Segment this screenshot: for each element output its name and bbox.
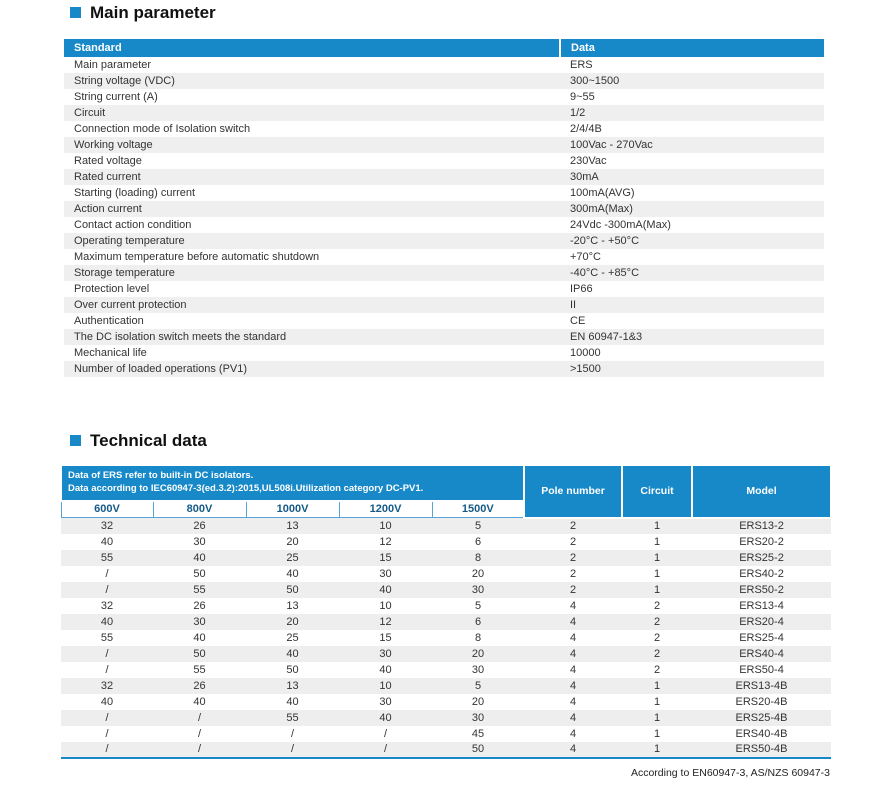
- data-cell: 9~55: [570, 91, 595, 103]
- cell-1500v: 20: [471, 647, 485, 660]
- tech-header-1200v: 1200V: [339, 501, 432, 518]
- cell-model: ERS40-4B: [735, 727, 788, 740]
- cell-model: ERS25-4: [739, 631, 784, 644]
- standard-cell: The DC isolation switch meets the standard: [74, 331, 287, 343]
- technical-data-row: [61, 694, 831, 710]
- cell-circuit: 1: [653, 727, 661, 740]
- cell-1500v: 30: [471, 583, 485, 596]
- section-bullet-icon: [70, 7, 81, 18]
- cell-circuit: 2: [653, 599, 661, 612]
- cell-1000v: 20: [286, 615, 299, 628]
- cell-1000v: 40: [286, 647, 299, 660]
- cell-model: ERS13-2: [739, 520, 784, 533]
- cell-model: ERS50-4: [739, 663, 784, 676]
- cell-pole-number: 4: [569, 663, 577, 676]
- data-cell: EN 60947-1&3: [570, 331, 643, 343]
- cell-600v: 55: [100, 551, 114, 564]
- technical-data-row: [61, 534, 831, 550]
- main-parameter-row: [64, 169, 824, 185]
- cell-model: ERS20-2: [739, 535, 784, 548]
- standard-cell: Rated current: [74, 171, 141, 183]
- technical-data-row: [61, 598, 831, 614]
- cell-model: ERS20-4: [739, 615, 784, 628]
- cell-circuit: 1: [653, 711, 661, 724]
- cell-1000v: 20: [286, 535, 299, 548]
- main-parameter-row: [64, 89, 824, 105]
- data-cell: -20°C - +50°C: [570, 235, 640, 247]
- main-parameter-row: [64, 105, 824, 121]
- tech-table-note-line2: Data according to IEC60947-3(ed.3.2):2015,UL508i.Utilization category DC-PV1.: [68, 482, 424, 494]
- cell-pole-number: 4: [524, 742, 622, 758]
- cell-800v: 55: [193, 583, 206, 596]
- cell-1000v: 55: [286, 711, 299, 724]
- standard-cell: Contact action condition: [74, 219, 192, 231]
- technical-data-row: [61, 742, 831, 758]
- cell-pole-number: 2: [569, 583, 577, 596]
- cell-1200v: 12: [379, 615, 392, 628]
- technical-data-row: [61, 710, 831, 726]
- cell-800v: 26: [193, 599, 206, 612]
- technical-data-row: [61, 518, 831, 534]
- tech-header-1500v: 1500V: [432, 501, 524, 518]
- cell-model: ERS13-4B: [735, 679, 788, 692]
- section-title-text: Main parameter: [90, 3, 216, 22]
- tech-table-note: [61, 465, 524, 501]
- data-cell: 24Vdc -300mA(Max): [570, 219, 671, 231]
- cell-model: ERS13-4: [739, 599, 784, 612]
- cell-1500v: 5: [474, 519, 482, 532]
- cell-circuit: 1: [653, 520, 661, 533]
- cell-1200v: 30: [379, 695, 392, 708]
- cell-1200v: 10: [379, 679, 392, 692]
- cell-800v: /: [197, 727, 202, 740]
- cell-1500v: 30: [471, 663, 485, 676]
- tech-header-800v: 800V: [153, 501, 246, 518]
- standard-cell: Storage temperature: [74, 267, 175, 279]
- cell-circuit: 1: [653, 679, 661, 692]
- main-table-header-standard: Standard: [64, 39, 560, 57]
- main-table-header-data: Data: [560, 39, 824, 57]
- section-title-text: Technical data: [90, 431, 207, 450]
- cell-model: ERS50-2: [739, 583, 784, 596]
- standard-cell: Working voltage: [74, 139, 153, 151]
- standard-cell: String current (A): [74, 91, 158, 103]
- cell-1500v: 5: [474, 679, 482, 692]
- main-parameter-row: [64, 265, 824, 281]
- cell-600v: /: [105, 567, 109, 580]
- main-parameter-row: [64, 57, 824, 73]
- cell-circuit: 2: [653, 663, 661, 676]
- cell-circuit: 2: [653, 615, 661, 628]
- cell-1000v: 50: [286, 583, 299, 596]
- cell-800v: 50: [193, 647, 206, 660]
- main-parameter-row: [64, 361, 824, 377]
- cell-1200v: 40: [379, 711, 392, 724]
- main-parameter-row: [64, 137, 824, 153]
- data-cell: 100mA(AVG): [570, 187, 635, 199]
- cell-600v: /: [61, 742, 153, 758]
- cell-600v: 32: [100, 519, 114, 532]
- technical-data-table: [60, 464, 832, 759]
- technical-data-row: [61, 662, 831, 678]
- cell-1200v: 15: [379, 551, 392, 564]
- standard-cell: Rated voltage: [74, 155, 142, 167]
- technical-data-row: [61, 726, 831, 742]
- cell-model: ERS50-4B: [692, 742, 831, 758]
- cell-1200v: 10: [379, 599, 392, 612]
- cell-1200v: 30: [379, 647, 392, 660]
- cell-model: ERS40-4: [739, 647, 784, 660]
- cell-600v: 55: [100, 631, 114, 644]
- cell-1000v: 13: [286, 599, 299, 612]
- main-parameter-row: [64, 281, 824, 297]
- cell-800v: /: [197, 711, 202, 724]
- tech-header-600v: 600V: [61, 501, 153, 518]
- data-cell: -40°C - +85°C: [570, 267, 640, 279]
- data-cell: II: [570, 299, 577, 311]
- cell-1500v: 8: [474, 631, 482, 644]
- cell-1500v: 30: [471, 711, 485, 724]
- technical-data-row: [61, 566, 831, 582]
- cell-1200v: 40: [379, 663, 392, 676]
- main-parameter-row: [64, 233, 824, 249]
- technical-data-row: [61, 550, 831, 566]
- standard-cell: Mechanical life: [74, 347, 147, 359]
- cell-1200v: /: [339, 742, 432, 758]
- cell-800v: 40: [193, 695, 206, 708]
- cell-600v: /: [105, 583, 109, 596]
- data-cell: 100Vac - 270Vac: [570, 139, 653, 151]
- data-cell: >1500: [570, 363, 601, 375]
- tech-header-circuit: Circuit: [622, 465, 692, 518]
- cell-600v: 32: [100, 599, 114, 612]
- cell-1200v: 40: [379, 583, 392, 596]
- cell-800v: 30: [193, 535, 206, 548]
- technical-data-row: [61, 646, 831, 662]
- data-cell: 1/2: [570, 107, 586, 119]
- standard-cell: Authentication: [74, 315, 144, 327]
- cell-1200v: 12: [379, 535, 392, 548]
- cell-800v: 40: [193, 551, 206, 564]
- cell-1000v: /: [246, 742, 339, 758]
- cell-600v: 32: [100, 679, 114, 692]
- main-parameter-row: [64, 345, 824, 361]
- cell-1000v: 50: [286, 663, 299, 676]
- data-cell: 2/4/4B: [570, 123, 602, 135]
- cell-model: ERS40-2: [739, 567, 784, 580]
- cell-circuit: 1: [653, 551, 661, 564]
- data-cell: 300~1500: [570, 75, 620, 87]
- cell-pole-number: 4: [569, 679, 577, 692]
- main-parameter-row: [64, 185, 824, 201]
- tech-table-note-row: [61, 465, 831, 501]
- cell-1200v: 30: [379, 567, 392, 580]
- cell-1500v: 5: [474, 599, 482, 612]
- cell-model: ERS20-4B: [735, 695, 788, 708]
- cell-600v: /: [105, 711, 109, 724]
- standard-cell: Number of loaded operations (PV1): [74, 363, 248, 375]
- main-table-header-row: [64, 39, 824, 57]
- tech-header-model: Model: [692, 465, 831, 518]
- section-title-main-parameter: [70, 3, 884, 23]
- cell-600v: /: [105, 663, 109, 676]
- standard-cell: Main parameter: [74, 59, 152, 71]
- main-parameter-row: [64, 297, 824, 313]
- data-cell: 10000: [570, 347, 601, 359]
- standard-cell: String voltage (VDC): [74, 75, 175, 87]
- cell-circuit: 2: [653, 631, 661, 644]
- standard-cell: Operating temperature: [74, 235, 185, 247]
- cell-circuit: 2: [653, 647, 661, 660]
- cell-1000v: 25: [286, 631, 299, 644]
- cell-model: ERS25-4B: [735, 711, 788, 724]
- technical-data-row: [61, 678, 831, 694]
- data-cell: CE: [570, 315, 586, 327]
- data-cell: 230Vac: [570, 155, 607, 167]
- technical-data-row: [61, 614, 831, 630]
- cell-circuit: 1: [622, 742, 692, 758]
- standards-footnote: According to EN60947-3, AS/NZS 60947-3: [630, 766, 830, 779]
- tech-header-1000v: 1000V: [246, 501, 339, 518]
- cell-800v: 26: [193, 679, 206, 692]
- main-parameter-row: [64, 73, 824, 89]
- tech-header-pole-number: Pole number: [524, 465, 622, 518]
- cell-1000v: 13: [286, 519, 299, 532]
- cell-800v: 30: [193, 615, 206, 628]
- cell-1200v: 10: [379, 519, 392, 532]
- cell-circuit: 1: [653, 583, 661, 596]
- cell-600v: 40: [100, 615, 114, 628]
- main-parameter-row: [64, 153, 824, 169]
- main-parameter-row: [64, 201, 824, 217]
- cell-1000v: 40: [286, 567, 299, 580]
- main-parameter-row: [64, 313, 824, 329]
- cell-600v: 40: [100, 695, 114, 708]
- cell-model: ERS25-2: [739, 551, 784, 564]
- main-parameter-row: [64, 329, 824, 345]
- main-parameter-table: [64, 39, 824, 377]
- cell-pole-number: 2: [569, 567, 577, 580]
- cell-600v: 40: [100, 535, 114, 548]
- cell-800v: /: [153, 742, 246, 758]
- main-parameter-row: [64, 217, 824, 233]
- cell-600v: /: [105, 727, 109, 740]
- cell-pole-number: 4: [569, 727, 577, 740]
- cell-1200v: 15: [379, 631, 392, 644]
- cell-800v: 50: [193, 567, 206, 580]
- cell-600v: /: [105, 647, 109, 660]
- standard-cell: Over current protection: [74, 299, 187, 311]
- standard-cell: Connection mode of Isolation switch: [74, 123, 251, 135]
- cell-pole-number: 4: [569, 695, 577, 708]
- cell-pole-number: 4: [569, 599, 577, 612]
- cell-1200v: /: [383, 727, 388, 740]
- cell-pole-number: 2: [569, 551, 577, 564]
- main-parameter-row: [64, 121, 824, 137]
- section-title-technical-data: [70, 431, 884, 451]
- cell-1500v: 6: [474, 535, 482, 548]
- cell-1000v: /: [290, 727, 295, 740]
- standard-cell: Maximum temperature before automatic shutdown: [74, 251, 320, 263]
- standard-cell: Starting (loading) current: [74, 187, 196, 199]
- standard-cell: Protection level: [74, 283, 150, 295]
- cell-1500v: 20: [471, 567, 485, 580]
- data-cell: 300mA(Max): [570, 203, 633, 215]
- cell-pole-number: 4: [569, 711, 577, 724]
- main-parameter-row: [64, 249, 824, 265]
- cell-pole-number: 4: [569, 631, 577, 644]
- section-bullet-icon: [70, 435, 81, 446]
- cell-pole-number: 4: [569, 615, 577, 628]
- cell-1000v: 13: [286, 679, 299, 692]
- cell-1500v: 6: [474, 615, 482, 628]
- data-cell: IP66: [570, 283, 593, 295]
- tech-table-note-line1: Data of ERS refer to built-in DC isolators.: [68, 470, 254, 481]
- cell-pole-number: 4: [569, 647, 577, 660]
- standard-cell: Circuit: [74, 107, 106, 119]
- data-cell: ERS: [570, 59, 593, 71]
- technical-data-row: [61, 582, 831, 598]
- cell-circuit: 1: [653, 695, 661, 708]
- cell-1500v: 20: [471, 695, 485, 708]
- cell-1000v: 40: [286, 695, 299, 708]
- cell-1500v: 45: [471, 727, 485, 740]
- cell-800v: 55: [193, 663, 206, 676]
- cell-1500v: 50: [432, 742, 524, 758]
- cell-circuit: 1: [653, 567, 661, 580]
- data-cell: +70°C: [570, 251, 602, 263]
- cell-1500v: 8: [474, 551, 482, 564]
- technical-data-row: [61, 630, 831, 646]
- data-cell: 30mA: [570, 171, 599, 183]
- cell-800v: 26: [193, 519, 206, 532]
- standard-cell: Action current: [74, 203, 142, 215]
- cell-pole-number: 2: [569, 535, 577, 548]
- cell-circuit: 1: [653, 535, 661, 548]
- cell-pole-number: 2: [569, 520, 577, 533]
- cell-800v: 40: [193, 631, 206, 644]
- cell-1000v: 25: [286, 551, 299, 564]
